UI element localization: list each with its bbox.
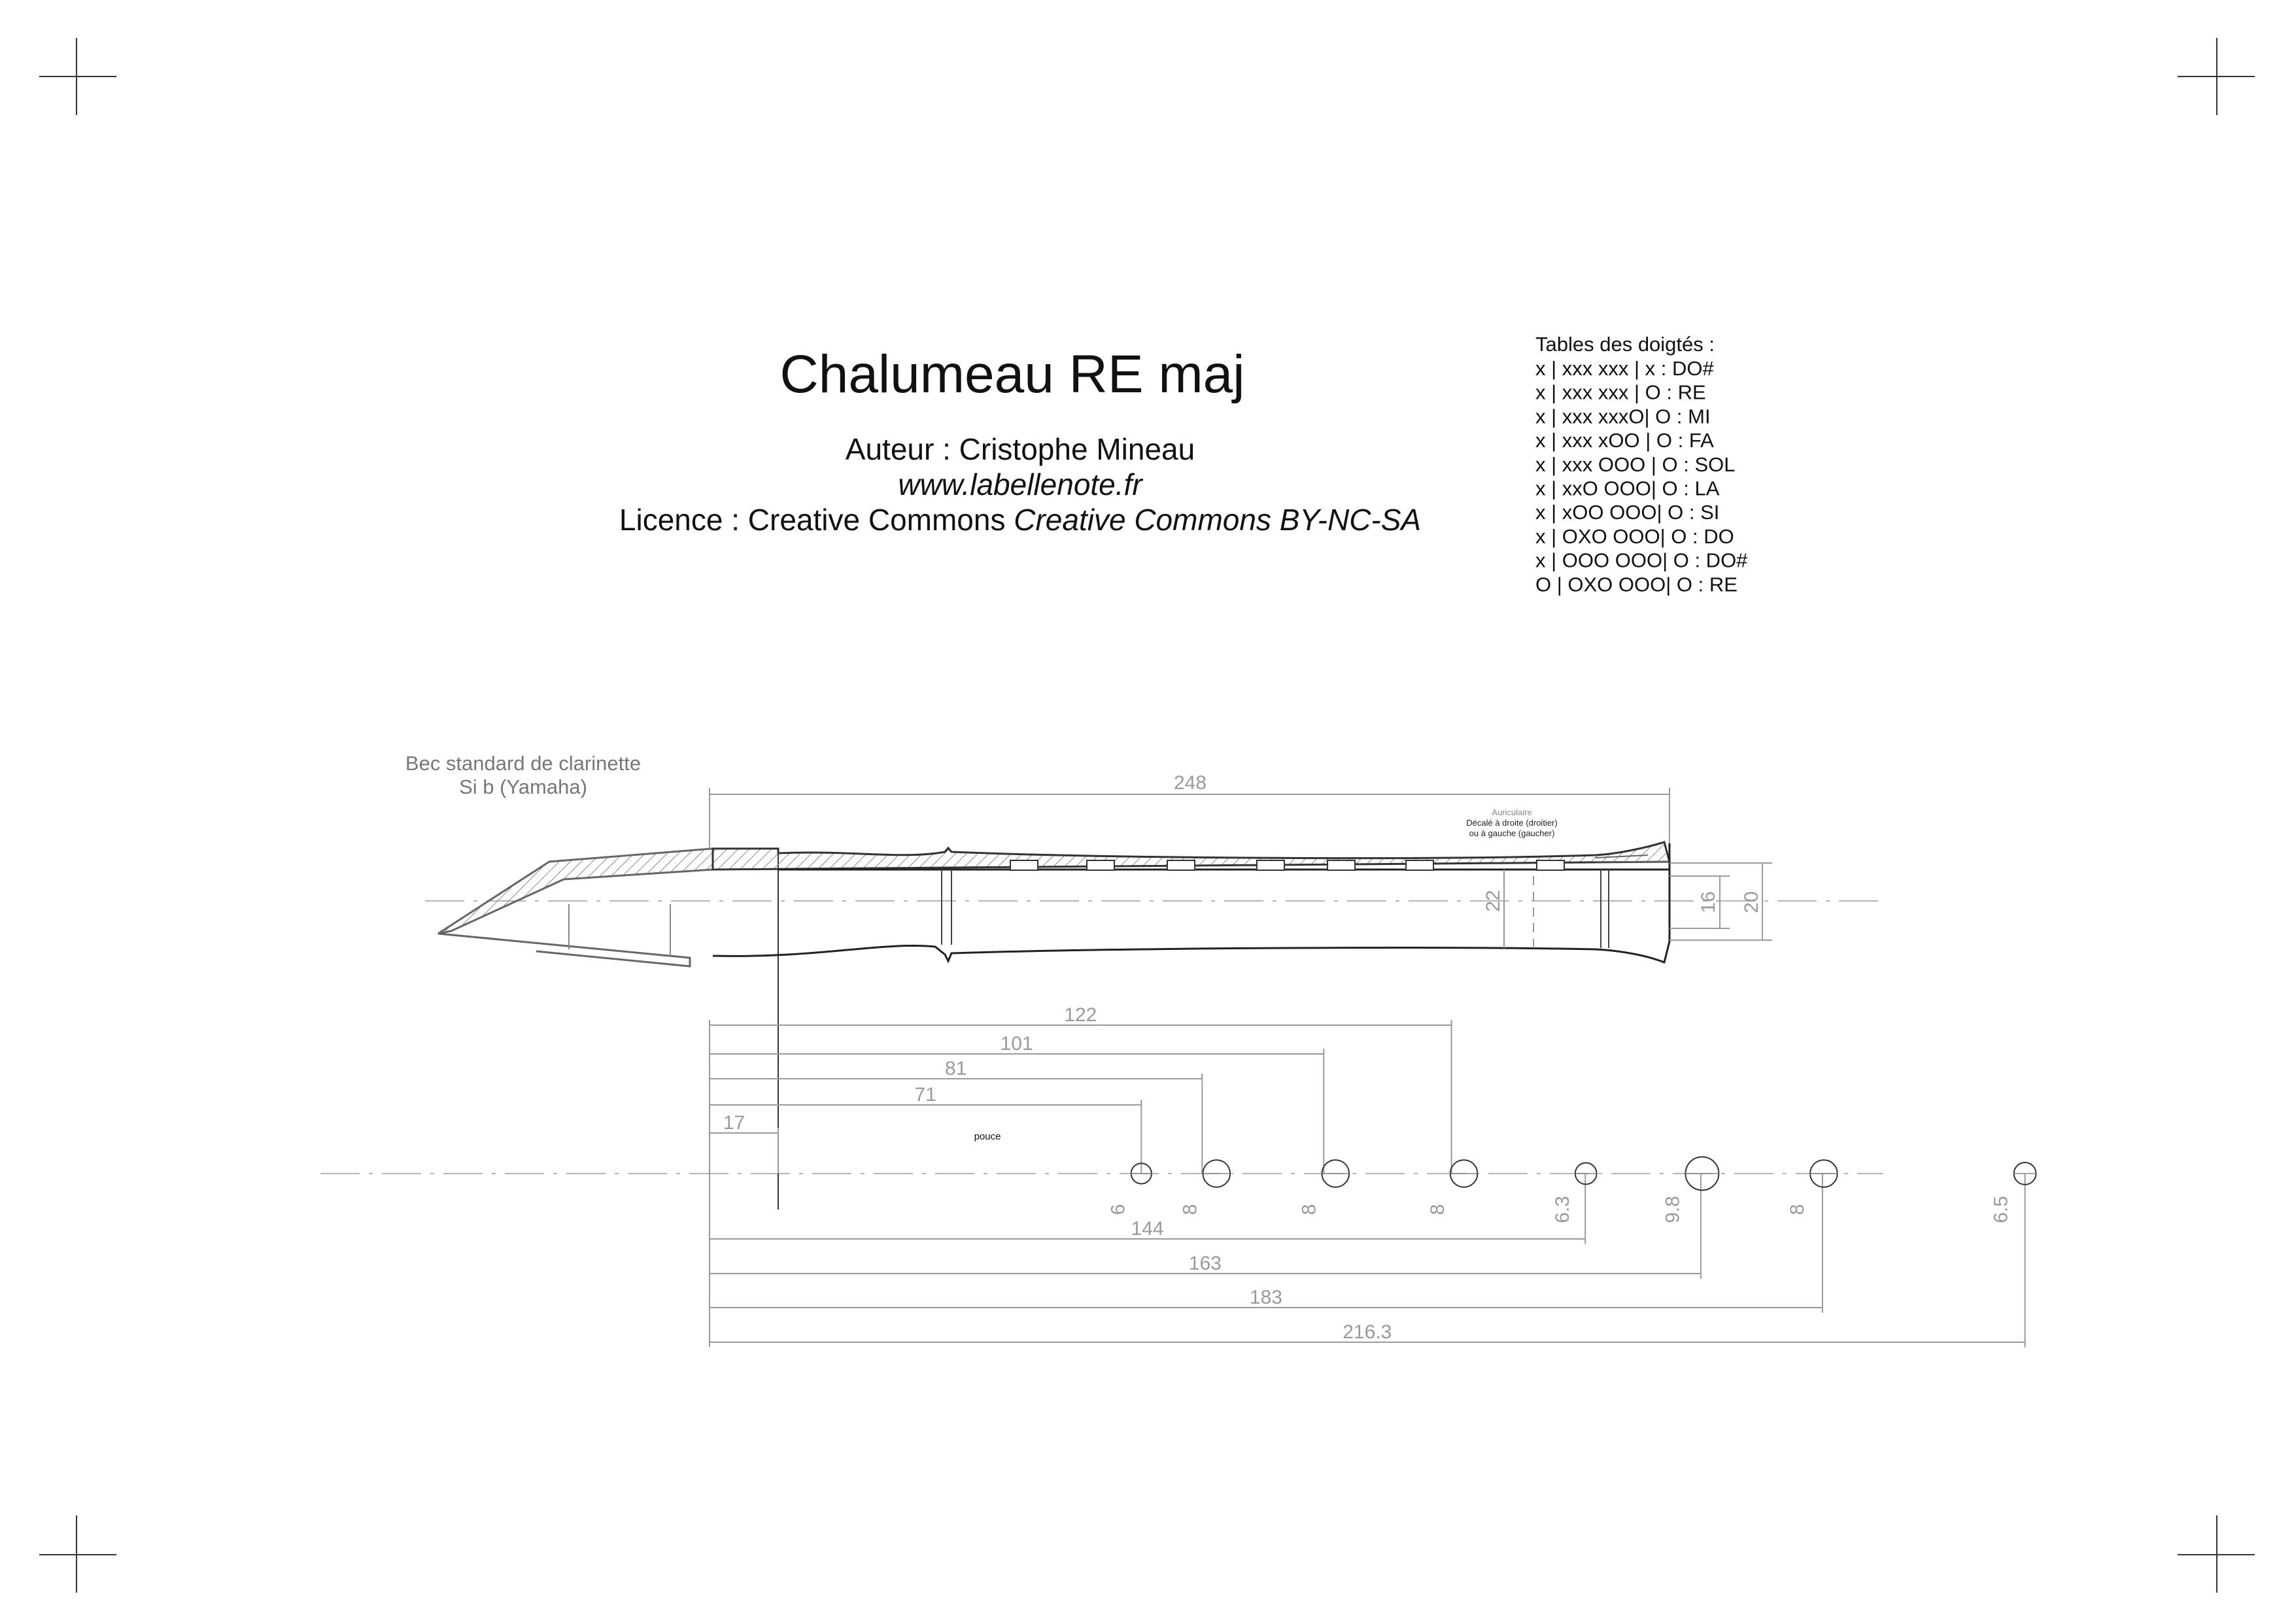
hole-diameter-label: 8 — [1179, 1204, 1201, 1215]
fingering-row: x | xxO OOO| O : LA — [1535, 477, 1720, 500]
page-title: Chalumeau RE maj — [779, 345, 1245, 404]
hole-diameter-label: 9.8 — [1662, 1196, 1684, 1223]
fingering-row: x | OXO OOO| O : DO — [1535, 524, 1734, 548]
hole-dimensions — [710, 1004, 2036, 1347]
outer-diameter-label: 20 — [1741, 891, 1762, 913]
thumb-label: pouce — [974, 1131, 1001, 1142]
tone-hole-section — [1537, 860, 1564, 870]
hole-position-label: 17 — [723, 1112, 745, 1134]
mouthpiece — [438, 849, 778, 1210]
license-name: Creative Commons BY-NC-SA — [1014, 503, 1422, 537]
license-line — [619, 503, 1421, 537]
hole-position-label: 163 — [1188, 1253, 1222, 1274]
fingering-row: x | xxx xxx | O : RE — [1535, 381, 1706, 404]
chalumeau-body — [713, 842, 1669, 962]
fingering-row: x | xxx xxx | x : DO# — [1535, 357, 1714, 380]
inner-diameter-label: 16 — [1698, 891, 1719, 913]
fingering-row: x | xxx xOO | O : FA — [1535, 429, 1714, 452]
pinky-note-line2: Décalé à droite (droitier) — [1466, 818, 1558, 828]
fingering-row: x | OOO OOO| O : DO# — [1535, 549, 1748, 572]
crop-marks — [39, 38, 2255, 1593]
pinky-note — [1466, 807, 1557, 838]
hole-position-label: 216.3 — [1343, 1321, 1392, 1343]
fingering-row: x | xxx xxxO| O : MI — [1535, 405, 1711, 428]
tone-hole-section — [1406, 860, 1433, 870]
tone-hole-section — [1167, 860, 1195, 870]
hole-diameter-label: 8 — [1426, 1204, 1448, 1215]
hole-position-label: 183 — [1249, 1287, 1282, 1308]
fingering-row: x | xOO OOO| O : SI — [1535, 501, 1720, 524]
hole-diameter-label: 8 — [1298, 1204, 1320, 1215]
bore-dimension-label: 22 — [1482, 890, 1504, 912]
hole-position-label: 71 — [914, 1084, 936, 1106]
total-length-label: 248 — [1173, 772, 1207, 794]
diameter-dimensions — [1504, 863, 1772, 948]
hole-position-label: 101 — [1000, 1033, 1033, 1055]
fingering-row: O | OXO OOO| O : RE — [1535, 573, 1738, 596]
tone-hole-section — [1087, 860, 1114, 870]
tone-hole-section — [1010, 860, 1038, 870]
tone-hole-section — [1327, 860, 1355, 870]
fingering-table — [1535, 333, 1748, 596]
mouthpiece-label-line2: Si b (Yamaha) — [459, 775, 587, 798]
author-line: Auteur : Cristophe Mineau — [845, 432, 1195, 466]
hole-diameter-label: 6 — [1107, 1204, 1129, 1215]
hole-position-label: 144 — [1131, 1218, 1164, 1240]
pinky-note-line1: Auriculaire — [1492, 807, 1532, 817]
hole-position-label: 81 — [944, 1058, 967, 1079]
fingering-row: x | xxx OOO | O : SOL — [1535, 452, 1736, 476]
hole-position-label: 122 — [1064, 1004, 1097, 1026]
mouthpiece-label-line1: Bec standard de clarinette — [405, 752, 642, 775]
pinky-note-line3: ou à gauche (gaucher) — [1469, 828, 1555, 838]
fingering-table-title: Tables des doigtés : — [1535, 333, 1715, 356]
website-link[interactable]: www.labellenote.fr — [898, 467, 1142, 501]
license-prefix: Licence : Creative Commons — [619, 503, 1014, 537]
tone-hole-section — [1257, 860, 1284, 870]
hole-diameter-label: 8 — [1787, 1204, 1809, 1215]
hole-diameter-label: 6.3 — [1551, 1196, 1573, 1223]
hole-diameter-label: 6.5 — [1990, 1196, 2012, 1223]
